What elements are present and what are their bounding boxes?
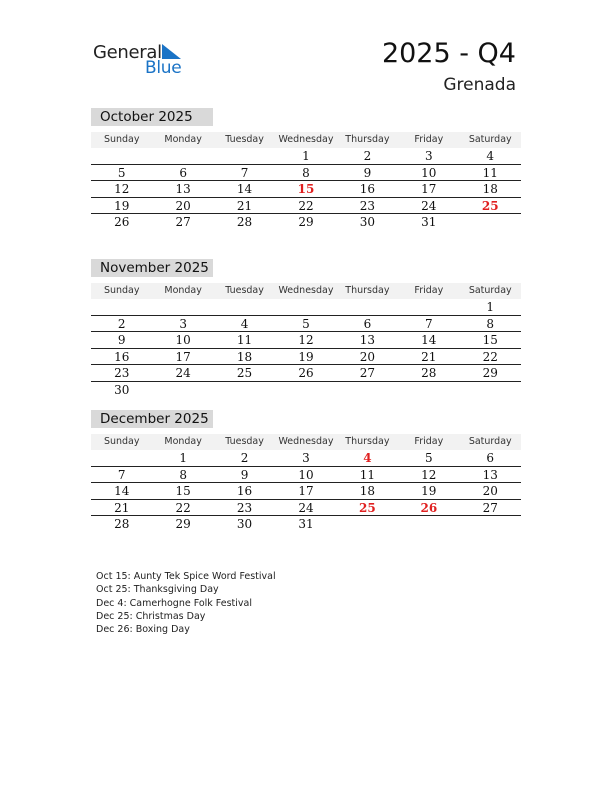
month-title: November 2025 <box>91 259 213 277</box>
day-cell: 23 <box>114 366 130 380</box>
weekday-label: Tuesday <box>225 436 264 447</box>
day-cell: 21 <box>114 500 130 515</box>
day-cell: 3 <box>302 451 310 465</box>
day-cell: 27 <box>359 366 376 380</box>
day-cell: 9 <box>117 333 126 347</box>
day-cell: 20 <box>482 484 498 498</box>
week-row <box>91 349 521 366</box>
day-cell: 4 <box>240 316 249 331</box>
weekday-label: Sunday <box>103 436 140 447</box>
logo <box>93 40 193 80</box>
day-cell: 27 <box>175 215 191 229</box>
day-cell: 28 <box>421 366 437 380</box>
day-cell: 28 <box>114 517 130 531</box>
day-cell: 19 <box>421 484 437 498</box>
day-cell: 7 <box>240 165 249 180</box>
day-cell: 8 <box>486 316 495 331</box>
day-cell: 13 <box>175 182 191 196</box>
week-row <box>91 316 521 333</box>
day-cell: 6 <box>363 316 372 331</box>
day-cell: 17 <box>298 484 314 498</box>
day-cell <box>214 382 275 399</box>
day-cell <box>152 299 213 315</box>
day-cell: 16 <box>359 182 376 196</box>
month-december <box>91 410 521 533</box>
weekday-label: Saturday <box>468 134 512 145</box>
week-row <box>91 214 521 231</box>
day-cell: 22 <box>298 198 314 213</box>
day-cell: 17 <box>175 349 191 364</box>
day-cell <box>152 148 213 164</box>
day-cell: 19 <box>114 198 130 213</box>
day-cell: 28 <box>236 215 253 229</box>
weekday-header <box>91 434 521 450</box>
day-cell: 7 <box>425 316 433 331</box>
day-cell: 20 <box>175 198 191 213</box>
day-cell: 23 <box>236 500 253 515</box>
day-cell <box>214 148 275 164</box>
day-cell: 24 <box>421 198 437 213</box>
day-cell: 26 <box>420 500 438 515</box>
day-cell: 29 <box>482 366 498 380</box>
logo-general-text: General <box>93 42 162 63</box>
day-cell: 13 <box>359 333 376 347</box>
day-cell: 14 <box>236 182 253 196</box>
logo-blue-text: Blue <box>145 58 182 78</box>
week-row <box>91 483 521 500</box>
day-cell: 2 <box>363 149 372 163</box>
day-cell: 21 <box>236 198 253 213</box>
month-title: October 2025 <box>91 108 213 126</box>
day-cell: 31 <box>298 517 314 531</box>
holiday-note: Dec 4: Camerhogne Folk Festival <box>96 597 252 609</box>
weekday-label: Wednesday <box>278 285 334 296</box>
day-cell: 15 <box>482 333 498 347</box>
day-cell: 23 <box>359 198 376 213</box>
day-cell: 8 <box>302 165 310 180</box>
week-row <box>91 148 521 165</box>
day-cell: 24 <box>175 366 191 380</box>
day-cell: 4 <box>486 149 495 163</box>
day-cell: 15 <box>297 182 315 196</box>
month-title: December 2025 <box>91 410 213 428</box>
weekday-label: Wednesday <box>278 436 334 447</box>
day-cell: 22 <box>175 500 191 515</box>
weekday-label: Thursday <box>345 134 390 145</box>
day-cell <box>337 516 398 533</box>
week-row <box>91 165 521 182</box>
day-cell <box>337 382 398 399</box>
week-row <box>91 467 521 484</box>
week-row <box>91 450 521 467</box>
day-cell: 26 <box>298 366 314 380</box>
day-cell <box>398 516 459 533</box>
day-cell: 4 <box>363 451 372 465</box>
day-cell: 3 <box>425 149 433 163</box>
day-cell <box>460 382 521 399</box>
week-row <box>91 365 521 382</box>
weekday-label: Monday <box>164 134 202 145</box>
day-cell: 8 <box>179 467 187 482</box>
day-cell <box>152 382 213 399</box>
holiday-note: Oct 25: Thanksgiving Day <box>96 584 219 596</box>
day-cell: 5 <box>302 316 310 331</box>
weekday-label: Sunday <box>103 285 140 296</box>
day-cell <box>460 214 521 231</box>
weekday-label: Wednesday <box>278 134 334 145</box>
day-cell: 12 <box>298 333 314 347</box>
day-cell: 2 <box>240 451 249 465</box>
day-cell: 11 <box>236 333 253 347</box>
day-cell: 27 <box>482 500 498 515</box>
day-cell: 30 <box>359 215 376 229</box>
day-cell: 1 <box>179 451 187 465</box>
page-title: 2025 - Q4 <box>381 38 516 69</box>
week-row <box>91 332 521 349</box>
day-cell: 13 <box>482 467 498 482</box>
day-cell: 9 <box>363 165 372 180</box>
weekday-label: Thursday <box>345 285 390 296</box>
weekday-label: Friday <box>414 134 444 145</box>
day-cell: 2 <box>117 316 126 331</box>
day-cell: 5 <box>117 165 126 180</box>
day-cell <box>275 299 336 315</box>
day-cell: 10 <box>175 333 191 347</box>
day-cell <box>398 299 459 315</box>
weekday-header <box>91 283 521 299</box>
day-cell: 18 <box>359 484 376 498</box>
day-cell: 11 <box>482 165 498 180</box>
month-october <box>91 108 521 231</box>
day-cell: 15 <box>175 484 191 498</box>
day-cell: 30 <box>236 517 253 531</box>
weekday-label: Tuesday <box>225 134 264 145</box>
day-cell <box>91 299 152 315</box>
holiday-notes <box>96 570 276 636</box>
day-cell <box>460 516 521 533</box>
holiday-note: Dec 25: Christmas Day <box>96 610 206 622</box>
day-cell: 12 <box>114 182 130 196</box>
weekday-label: Friday <box>414 436 444 447</box>
day-cell: 1 <box>486 300 495 314</box>
day-cell: 9 <box>240 467 249 482</box>
day-cell: 6 <box>179 165 187 180</box>
day-cell: 21 <box>421 349 437 364</box>
day-cell <box>91 450 152 466</box>
day-cell: 5 <box>425 451 433 465</box>
day-cell: 7 <box>117 467 126 482</box>
month-november <box>91 259 521 398</box>
day-cell: 12 <box>421 467 437 482</box>
day-cell: 26 <box>114 215 130 229</box>
day-cell: 14 <box>114 484 130 498</box>
weekday-label: Saturday <box>468 436 512 447</box>
weekday-label: Monday <box>164 285 202 296</box>
day-cell: 11 <box>359 467 376 482</box>
day-cell: 19 <box>298 349 314 364</box>
day-cell <box>275 382 336 399</box>
day-cell: 25 <box>359 500 376 515</box>
week-row <box>91 198 521 215</box>
day-cell: 18 <box>236 349 253 364</box>
day-cell: 29 <box>298 215 314 229</box>
day-cell: 6 <box>486 451 495 465</box>
day-cell: 1 <box>302 149 310 163</box>
day-cell <box>337 299 398 315</box>
weekday-label: Friday <box>414 285 444 296</box>
week-row <box>91 500 521 517</box>
weekday-label: Monday <box>164 436 202 447</box>
day-cell <box>214 299 275 315</box>
week-row <box>91 299 521 316</box>
day-cell: 30 <box>114 382 130 397</box>
day-cell: 24 <box>298 500 314 515</box>
day-cell: 18 <box>482 182 498 196</box>
weekday-label: Thursday <box>345 436 390 447</box>
day-cell: 3 <box>179 316 187 331</box>
day-cell: 17 <box>421 182 437 196</box>
day-cell: 14 <box>421 333 437 347</box>
week-row <box>91 516 521 533</box>
day-cell <box>91 148 152 164</box>
day-cell <box>398 382 459 399</box>
day-cell: 16 <box>114 349 130 364</box>
weekday-header <box>91 132 521 148</box>
day-cell: 10 <box>298 467 314 482</box>
day-cell: 10 <box>421 165 437 180</box>
day-cell: 16 <box>236 484 253 498</box>
country-name: Grenada <box>443 75 516 95</box>
weekday-label: Sunday <box>103 134 140 145</box>
weekday-label: Saturday <box>468 285 512 296</box>
day-cell: 31 <box>421 215 437 229</box>
week-row <box>91 382 521 399</box>
day-cell: 25 <box>236 366 253 380</box>
day-cell: 22 <box>482 349 498 364</box>
day-cell: 25 <box>481 198 499 213</box>
weekday-label: Tuesday <box>225 285 264 296</box>
holiday-note: Dec 26: Boxing Day <box>96 624 190 636</box>
holiday-note: Oct 15: Aunty Tek Spice Word Festival <box>96 571 276 582</box>
day-cell: 20 <box>359 349 376 364</box>
day-cell: 29 <box>175 517 191 531</box>
week-row <box>91 181 521 198</box>
